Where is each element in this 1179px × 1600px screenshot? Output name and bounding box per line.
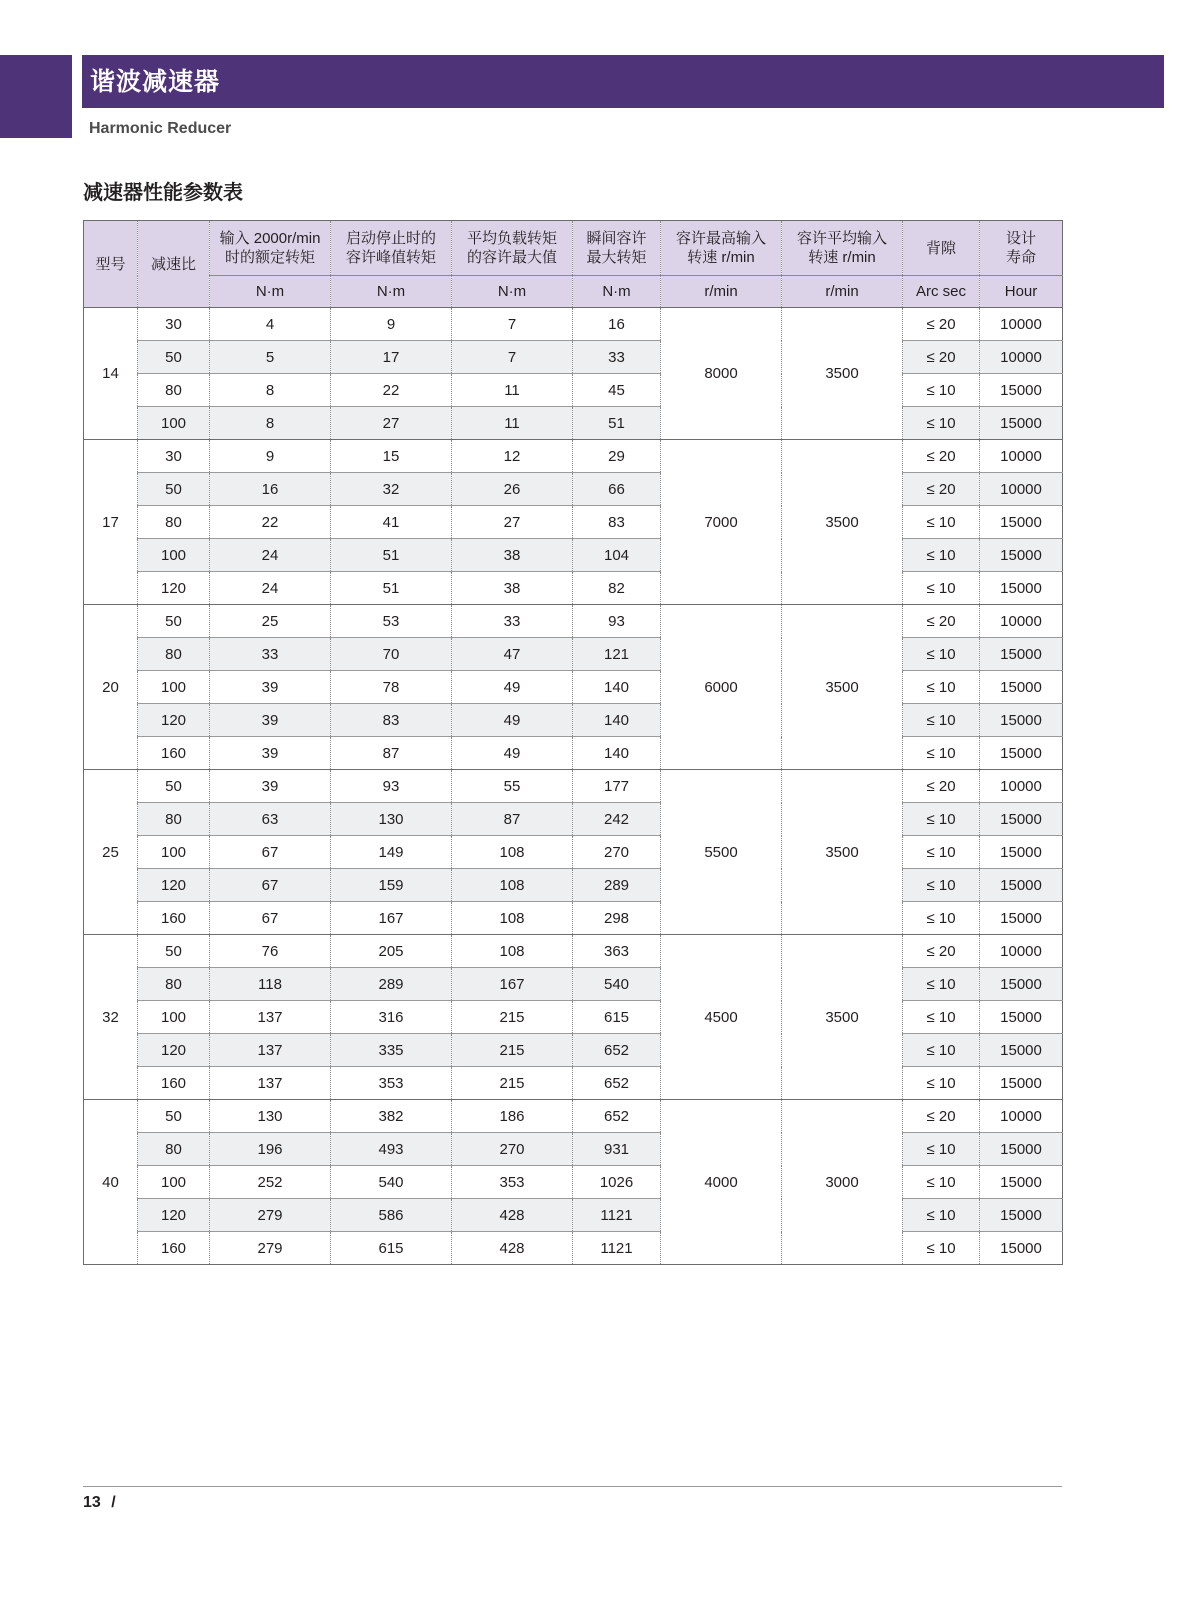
avg-load-torque-cell: 215 [452, 1001, 573, 1034]
rated-torque-cell: 16 [210, 473, 331, 506]
backlash-cell: ≤ 20 [903, 440, 980, 473]
ratio-cell: 80 [138, 638, 210, 671]
table-row [84, 1034, 1063, 1067]
avg-load-torque-cell: 33 [452, 605, 573, 638]
design-life-cell: 15000 [980, 836, 1063, 869]
avg-load-torque-cell: 38 [452, 572, 573, 605]
avg-load-torque-cell: 38 [452, 539, 573, 572]
rated-torque-cell: 279 [210, 1232, 331, 1265]
max-input-speed-cell: 7000 [661, 440, 782, 605]
ratio-cell: 100 [138, 1166, 210, 1199]
avg-input-speed-cell: 3500 [782, 770, 903, 935]
rated-torque-cell: 196 [210, 1133, 331, 1166]
title-bar [82, 55, 1164, 108]
avg-load-torque-cell: 108 [452, 869, 573, 902]
avg-load-torque-cell: 7 [452, 341, 573, 374]
header-row [84, 221, 1063, 276]
header-avg-load-torque: 平均负载转矩 的容许最大值 [452, 221, 573, 276]
design-life-cell: 15000 [980, 737, 1063, 770]
rated-torque-cell: 76 [210, 935, 331, 968]
backlash-cell: ≤ 10 [903, 374, 980, 407]
rated-torque-cell: 39 [210, 770, 331, 803]
momentary-torque-cell: 1121 [573, 1232, 661, 1265]
table-row [84, 1199, 1063, 1232]
avg-load-torque-cell: 428 [452, 1199, 573, 1232]
ratio-cell: 100 [138, 836, 210, 869]
max-input-speed-cell: 4500 [661, 935, 782, 1100]
backlash-cell: ≤ 20 [903, 341, 980, 374]
avg-load-torque-cell: 11 [452, 407, 573, 440]
max-input-speed-cell: 6000 [661, 605, 782, 770]
avg-load-torque-cell: 55 [452, 770, 573, 803]
backlash-cell: ≤ 10 [903, 1067, 980, 1100]
momentary-torque-cell: 652 [573, 1100, 661, 1133]
peak-torque-cell: 540 [331, 1166, 452, 1199]
peak-torque-cell: 17 [331, 341, 452, 374]
table-row [84, 1232, 1063, 1265]
rated-torque-cell: 39 [210, 704, 331, 737]
header-max-input-speed: 容许最高输入 转速 r/min [661, 221, 782, 276]
design-life-cell: 10000 [980, 935, 1063, 968]
max-input-speed-cell: 4000 [661, 1100, 782, 1265]
avg-load-torque-cell: 49 [452, 671, 573, 704]
ratio-cell: 50 [138, 935, 210, 968]
avg-load-torque-cell: 167 [452, 968, 573, 1001]
table-row [84, 935, 1063, 968]
design-life-cell: 10000 [980, 473, 1063, 506]
design-life-cell: 15000 [980, 506, 1063, 539]
momentary-torque-cell: 121 [573, 638, 661, 671]
backlash-cell: ≤ 10 [903, 638, 980, 671]
design-life-cell: 15000 [980, 539, 1063, 572]
backlash-cell: ≤ 20 [903, 770, 980, 803]
momentary-torque-cell: 104 [573, 539, 661, 572]
avg-load-torque-cell: 12 [452, 440, 573, 473]
momentary-torque-cell: 540 [573, 968, 661, 1001]
avg-load-torque-cell: 47 [452, 638, 573, 671]
table-row [84, 1133, 1063, 1166]
design-life-cell: 15000 [980, 968, 1063, 1001]
peak-torque-cell: 149 [331, 836, 452, 869]
backlash-cell: ≤ 10 [903, 836, 980, 869]
rated-torque-cell: 24 [210, 572, 331, 605]
backlash-cell: ≤ 10 [903, 737, 980, 770]
peak-torque-cell: 53 [331, 605, 452, 638]
rated-torque-cell: 39 [210, 737, 331, 770]
header-model: 型号 [84, 221, 138, 308]
avg-load-torque-cell: 87 [452, 803, 573, 836]
page-title: 谐波减速器 [90, 67, 221, 96]
header-design-life: 设计 寿命 [980, 221, 1063, 276]
design-life-cell: 15000 [980, 1199, 1063, 1232]
ratio-cell: 80 [138, 506, 210, 539]
design-life-cell: 15000 [980, 1001, 1063, 1034]
peak-torque-cell: 167 [331, 902, 452, 935]
section-title: 减速器性能参数表 [83, 180, 243, 204]
page-subtitle: Harmonic Reducer [89, 120, 232, 137]
backlash-cell: ≤ 10 [903, 1232, 980, 1265]
design-life-cell: 15000 [980, 1232, 1063, 1265]
max-input-speed-cell: 8000 [661, 308, 782, 440]
table-row [84, 473, 1063, 506]
table-row [84, 407, 1063, 440]
page-number [83, 1494, 116, 1512]
peak-torque-cell: 41 [331, 506, 452, 539]
page-number-separator: / [111, 1494, 116, 1511]
design-life-cell: 15000 [980, 374, 1063, 407]
avg-load-torque-cell: 49 [452, 704, 573, 737]
design-life-cell: 15000 [980, 1133, 1063, 1166]
backlash-cell: ≤ 10 [903, 869, 980, 902]
rated-torque-cell: 9 [210, 440, 331, 473]
ratio-cell: 80 [138, 968, 210, 1001]
momentary-torque-cell: 652 [573, 1067, 661, 1100]
design-life-cell: 15000 [980, 1166, 1063, 1199]
model-cell: 17 [84, 440, 138, 605]
momentary-torque-cell: 29 [573, 440, 661, 473]
momentary-torque-cell: 66 [573, 473, 661, 506]
momentary-torque-cell: 1121 [573, 1199, 661, 1232]
rated-torque-cell: 39 [210, 671, 331, 704]
design-life-cell: 10000 [980, 341, 1063, 374]
model-cell: 20 [84, 605, 138, 770]
footer-divider [83, 1486, 1062, 1487]
table-row [84, 308, 1063, 341]
backlash-cell: ≤ 10 [903, 704, 980, 737]
unit-cell: N·m [452, 276, 573, 308]
rated-torque-cell: 118 [210, 968, 331, 1001]
rated-torque-cell: 279 [210, 1199, 331, 1232]
peak-torque-cell: 70 [331, 638, 452, 671]
rated-torque-cell: 24 [210, 539, 331, 572]
table-row [84, 803, 1063, 836]
backlash-cell: ≤ 10 [903, 1166, 980, 1199]
peak-torque-cell: 159 [331, 869, 452, 902]
rated-torque-cell: 137 [210, 1001, 331, 1034]
table-row [84, 1001, 1063, 1034]
momentary-torque-cell: 931 [573, 1133, 661, 1166]
table-row [84, 1100, 1063, 1133]
rated-torque-cell: 67 [210, 869, 331, 902]
design-life-cell: 10000 [980, 770, 1063, 803]
ratio-cell: 120 [138, 1034, 210, 1067]
peak-torque-cell: 51 [331, 539, 452, 572]
rated-torque-cell: 63 [210, 803, 331, 836]
ratio-cell: 30 [138, 308, 210, 341]
backlash-cell: ≤ 10 [903, 1034, 980, 1067]
model-cell: 25 [84, 770, 138, 935]
backlash-cell: ≤ 10 [903, 1001, 980, 1034]
rated-torque-cell: 8 [210, 374, 331, 407]
header-rated-torque: 输入 2000r/min 时的额定转矩 [210, 221, 331, 276]
table-row [84, 539, 1063, 572]
unit-cell: Hour [980, 276, 1063, 308]
backlash-cell: ≤ 10 [903, 407, 980, 440]
momentary-torque-cell: 289 [573, 869, 661, 902]
avg-load-torque-cell: 353 [452, 1166, 573, 1199]
peak-torque-cell: 22 [331, 374, 452, 407]
side-accent-block [0, 55, 72, 138]
ratio-cell: 160 [138, 902, 210, 935]
backlash-cell: ≤ 10 [903, 1199, 980, 1232]
peak-torque-cell: 78 [331, 671, 452, 704]
backlash-cell: ≤ 10 [903, 671, 980, 704]
design-life-cell: 10000 [980, 1100, 1063, 1133]
design-life-cell: 10000 [980, 440, 1063, 473]
avg-load-torque-cell: 108 [452, 935, 573, 968]
rated-torque-cell: 4 [210, 308, 331, 341]
peak-torque-cell: 586 [331, 1199, 452, 1232]
table-row [84, 902, 1063, 935]
backlash-cell: ≤ 10 [903, 539, 980, 572]
avg-load-torque-cell: 108 [452, 836, 573, 869]
peak-torque-cell: 9 [331, 308, 452, 341]
backlash-cell: ≤ 10 [903, 506, 980, 539]
momentary-torque-cell: 16 [573, 308, 661, 341]
design-life-cell: 15000 [980, 671, 1063, 704]
avg-load-torque-cell: 186 [452, 1100, 573, 1133]
peak-torque-cell: 493 [331, 1133, 452, 1166]
table-row [84, 605, 1063, 638]
rated-torque-cell: 137 [210, 1034, 331, 1067]
momentary-torque-cell: 83 [573, 506, 661, 539]
ratio-cell: 120 [138, 572, 210, 605]
rated-torque-cell: 5 [210, 341, 331, 374]
ratio-cell: 50 [138, 473, 210, 506]
peak-torque-cell: 83 [331, 704, 452, 737]
design-life-cell: 15000 [980, 704, 1063, 737]
design-life-cell: 15000 [980, 572, 1063, 605]
table-row [84, 440, 1063, 473]
design-life-cell: 15000 [980, 1034, 1063, 1067]
momentary-torque-cell: 270 [573, 836, 661, 869]
unit-cell: N·m [331, 276, 452, 308]
ratio-cell: 160 [138, 1067, 210, 1100]
peak-torque-cell: 382 [331, 1100, 452, 1133]
avg-load-torque-cell: 11 [452, 374, 573, 407]
rated-torque-cell: 8 [210, 407, 331, 440]
momentary-torque-cell: 177 [573, 770, 661, 803]
backlash-cell: ≤ 20 [903, 935, 980, 968]
momentary-torque-cell: 51 [573, 407, 661, 440]
table-row [84, 704, 1063, 737]
model-cell: 40 [84, 1100, 138, 1265]
avg-input-speed-cell: 3500 [782, 935, 903, 1100]
ratio-cell: 120 [138, 869, 210, 902]
table-row [84, 968, 1063, 1001]
unit-cell: r/min [661, 276, 782, 308]
design-life-cell: 15000 [980, 869, 1063, 902]
ratio-cell: 100 [138, 671, 210, 704]
peak-torque-cell: 289 [331, 968, 452, 1001]
backlash-cell: ≤ 20 [903, 473, 980, 506]
unit-row [84, 276, 1063, 308]
momentary-torque-cell: 140 [573, 671, 661, 704]
momentary-torque-cell: 1026 [573, 1166, 661, 1199]
momentary-torque-cell: 140 [573, 704, 661, 737]
avg-input-speed-cell: 3500 [782, 440, 903, 605]
ratio-cell: 120 [138, 1199, 210, 1232]
ratio-cell: 80 [138, 1133, 210, 1166]
rated-torque-cell: 130 [210, 1100, 331, 1133]
rated-torque-cell: 25 [210, 605, 331, 638]
unit-cell: Arc sec [903, 276, 980, 308]
avg-load-torque-cell: 7 [452, 308, 573, 341]
table-row [84, 869, 1063, 902]
momentary-torque-cell: 45 [573, 374, 661, 407]
rated-torque-cell: 252 [210, 1166, 331, 1199]
avg-input-speed-cell: 3500 [782, 308, 903, 440]
table-header [84, 221, 1063, 308]
momentary-torque-cell: 82 [573, 572, 661, 605]
backlash-cell: ≤ 20 [903, 1100, 980, 1133]
backlash-cell: ≤ 10 [903, 572, 980, 605]
backlash-cell: ≤ 10 [903, 968, 980, 1001]
table-row [84, 671, 1063, 704]
design-life-cell: 15000 [980, 638, 1063, 671]
avg-load-torque-cell: 215 [452, 1067, 573, 1100]
table-row [84, 638, 1063, 671]
momentary-torque-cell: 363 [573, 935, 661, 968]
avg-load-torque-cell: 108 [452, 902, 573, 935]
peak-torque-cell: 15 [331, 440, 452, 473]
header-avg-input-speed: 容许平均输入 转速 r/min [782, 221, 903, 276]
peak-torque-cell: 27 [331, 407, 452, 440]
ratio-cell: 100 [138, 539, 210, 572]
unit-cell: N·m [573, 276, 661, 308]
design-life-cell: 15000 [980, 902, 1063, 935]
peak-torque-cell: 130 [331, 803, 452, 836]
momentary-torque-cell: 242 [573, 803, 661, 836]
ratio-cell: 120 [138, 704, 210, 737]
backlash-cell: ≤ 10 [903, 902, 980, 935]
design-life-cell: 15000 [980, 407, 1063, 440]
momentary-torque-cell: 652 [573, 1034, 661, 1067]
model-cell: 14 [84, 308, 138, 440]
design-life-cell: 10000 [980, 605, 1063, 638]
ratio-cell: 50 [138, 341, 210, 374]
avg-input-speed-cell: 3500 [782, 605, 903, 770]
backlash-cell: ≤ 10 [903, 803, 980, 836]
momentary-torque-cell: 93 [573, 605, 661, 638]
avg-load-torque-cell: 26 [452, 473, 573, 506]
max-input-speed-cell: 5500 [661, 770, 782, 935]
table-row [84, 506, 1063, 539]
backlash-cell: ≤ 10 [903, 1133, 980, 1166]
peak-torque-cell: 32 [331, 473, 452, 506]
avg-load-torque-cell: 27 [452, 506, 573, 539]
header-backlash: 背隙 [903, 221, 980, 276]
header-ratio: 减速比 [138, 221, 210, 308]
peak-torque-cell: 316 [331, 1001, 452, 1034]
table-row [84, 836, 1063, 869]
table-row [84, 737, 1063, 770]
unit-cell: N·m [210, 276, 331, 308]
design-life-cell: 10000 [980, 308, 1063, 341]
ratio-cell: 50 [138, 605, 210, 638]
ratio-cell: 80 [138, 803, 210, 836]
peak-torque-cell: 93 [331, 770, 452, 803]
avg-input-speed-cell: 3000 [782, 1100, 903, 1265]
ratio-cell: 30 [138, 440, 210, 473]
momentary-torque-cell: 615 [573, 1001, 661, 1034]
backlash-cell: ≤ 20 [903, 308, 980, 341]
ratio-cell: 100 [138, 1001, 210, 1034]
design-life-cell: 15000 [980, 803, 1063, 836]
avg-load-torque-cell: 270 [452, 1133, 573, 1166]
ratio-cell: 160 [138, 737, 210, 770]
header-peak-torque: 启动停止时的 容许峰值转矩 [331, 221, 452, 276]
table-row [84, 1166, 1063, 1199]
momentary-torque-cell: 140 [573, 737, 661, 770]
model-cell: 32 [84, 935, 138, 1100]
rated-torque-cell: 67 [210, 902, 331, 935]
table-row [84, 572, 1063, 605]
ratio-cell: 80 [138, 374, 210, 407]
ratio-cell: 100 [138, 407, 210, 440]
momentary-torque-cell: 298 [573, 902, 661, 935]
unit-cell: r/min [782, 276, 903, 308]
table-row [84, 341, 1063, 374]
rated-torque-cell: 33 [210, 638, 331, 671]
header-momentary-torque: 瞬间容许 最大转矩 [573, 221, 661, 276]
ratio-cell: 160 [138, 1232, 210, 1265]
table-row [84, 374, 1063, 407]
avg-load-torque-cell: 428 [452, 1232, 573, 1265]
rated-torque-cell: 137 [210, 1067, 331, 1100]
peak-torque-cell: 87 [331, 737, 452, 770]
page-number-value: 13 [83, 1494, 101, 1511]
table-row [84, 770, 1063, 803]
backlash-cell: ≤ 20 [903, 605, 980, 638]
peak-torque-cell: 335 [331, 1034, 452, 1067]
avg-load-torque-cell: 49 [452, 737, 573, 770]
table-body [84, 308, 1063, 1265]
rated-torque-cell: 22 [210, 506, 331, 539]
momentary-torque-cell: 33 [573, 341, 661, 374]
peak-torque-cell: 205 [331, 935, 452, 968]
rated-torque-cell: 67 [210, 836, 331, 869]
ratio-cell: 50 [138, 1100, 210, 1133]
peak-torque-cell: 353 [331, 1067, 452, 1100]
design-life-cell: 15000 [980, 1067, 1063, 1100]
avg-load-torque-cell: 215 [452, 1034, 573, 1067]
ratio-cell: 50 [138, 770, 210, 803]
peak-torque-cell: 51 [331, 572, 452, 605]
table-row [84, 1067, 1063, 1100]
peak-torque-cell: 615 [331, 1232, 452, 1265]
spec-table [83, 220, 1063, 1265]
